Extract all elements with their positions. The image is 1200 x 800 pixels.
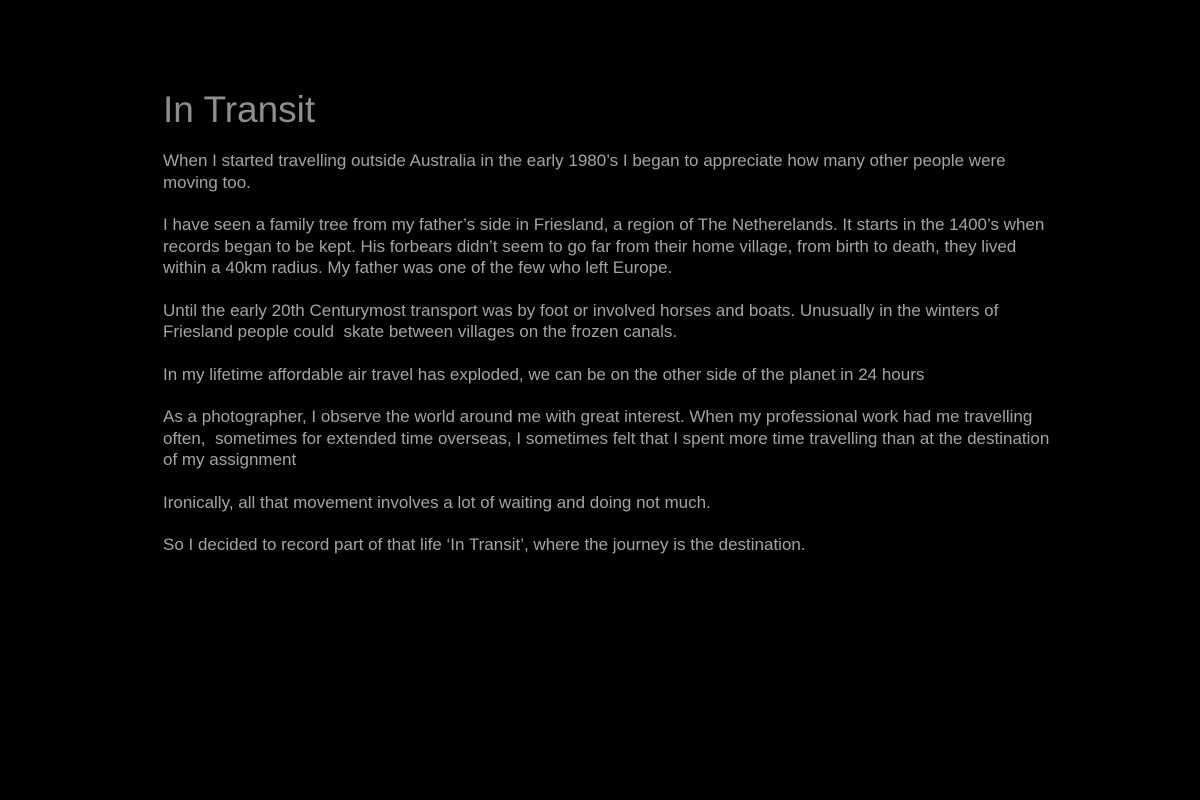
paragraph-transport: Until the early 20th Centurymost transport was by foot or involved horses and boats. Unusually in the winters of Friesland people could skate between villages on the frozen canals.	[163, 300, 1004, 341]
paragraph-photographer: As a photographer, I observe the world around me with great interest. When my professional work had me travelling often, sometimes for extended time overseas, I sometimes felt that I spent more time travelling than at the destination of my assignment	[163, 407, 1055, 469]
page-title: In Transit	[163, 89, 316, 130]
paragraph-conclusion: So I decided to record part of that life ‘In Transit’, where the journey is the destination.	[163, 535, 806, 554]
paragraph-waiting: Ironically, all that movement involves a lot of waiting and doing not much.	[163, 492, 711, 512]
paragraph-intro: When I started travelling outside Australia in the early 1980’s I began to appreciate how many other people were moving too.	[163, 151, 1011, 192]
paragraph-family-tree: I have seen a family tree from my father’s side in Friesland, a region of The Netherelands. It starts in the 1400’s when records began to be kept. His forbears didn’t seem to go far from their home village, from birth to death, they lived within a 40km radius. My father was one of the few who left Europe.	[163, 215, 1050, 277]
paragraph-air-travel: In my lifetime affordable air travel has exploded, we can be on the other side of the planet in 24 hours	[163, 364, 925, 384]
